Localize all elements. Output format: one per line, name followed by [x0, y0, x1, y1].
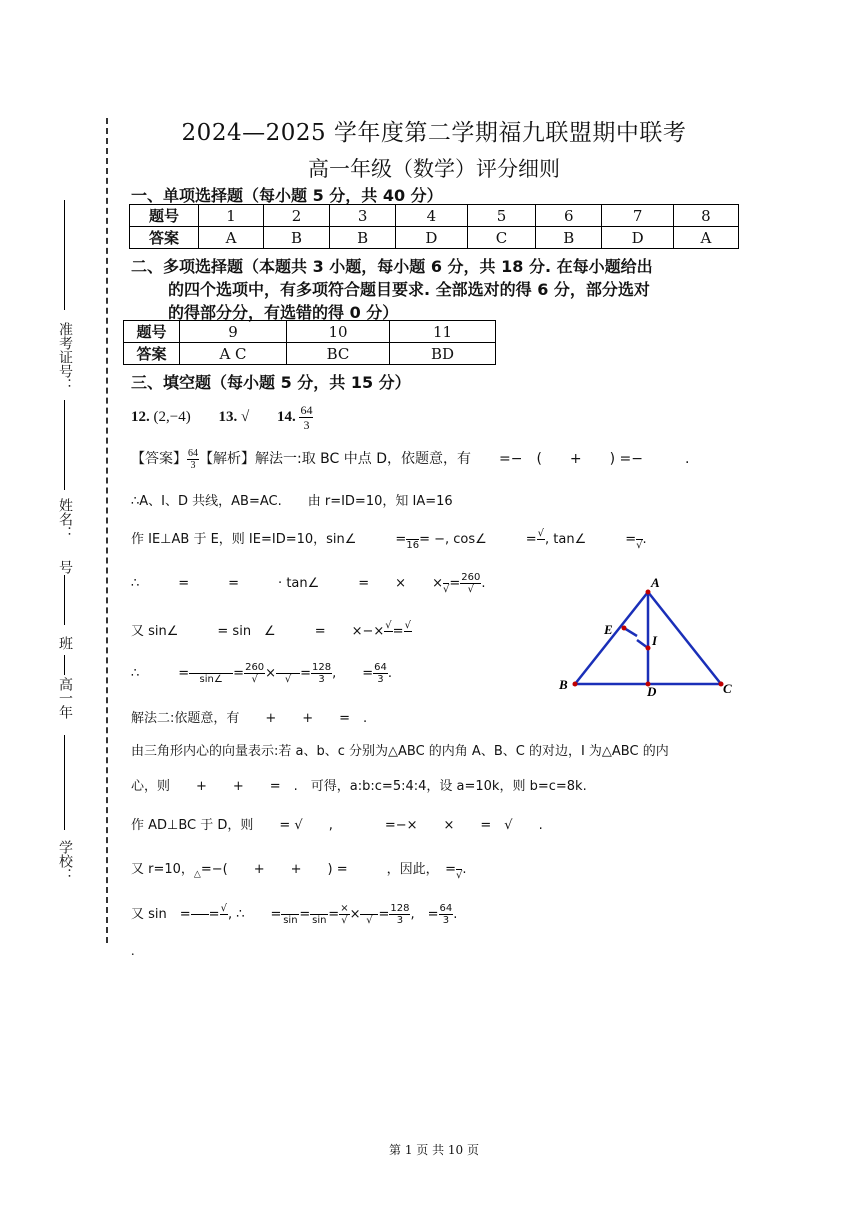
- name-label: 姓名：: [57, 498, 73, 540]
- label-c: C: [723, 681, 732, 696]
- numerator: 128: [311, 662, 332, 673]
- numerator: 64: [188, 448, 198, 460]
- denominator: sin: [312, 915, 327, 926]
- denominator: [537, 540, 545, 551]
- solution-text: 又 r=10，: [131, 862, 194, 877]
- q14-label: 14.: [276, 408, 296, 425]
- solution-text: ∴ =: [131, 666, 190, 681]
- solution-line-12: 又 sin = = √ , ∴ = sin = sin = $\frac{\times}{√}$ × √ = $\frac{128}{3}$ , = $\frac{64}{3}$ .: [131, 903, 458, 926]
- answer-row: [124, 343, 496, 365]
- solution-line-8: 由三角形内心的向量表示:若 a、b、c 分别为△ABC 的内角 A、B、C 的对边，I 为△ABC 的内: [131, 744, 669, 759]
- q14-denominator: 3: [303, 418, 310, 432]
- solution-line-5: [131, 620, 412, 643]
- numerator: [310, 903, 328, 915]
- fraction: [276, 662, 300, 685]
- solution-line-11: 又 r=10，$_\triangle$=−( + + ) = ，因此， = √ .: [131, 858, 467, 881]
- page-footer: 第 1 页 共 10 页: [389, 1143, 479, 1157]
- solution-text: , ∴ =: [227, 907, 282, 922]
- section3-heading: 三、填空题（每小题 5 分，共 15 分）: [131, 373, 411, 392]
- q13-label: 13.: [218, 408, 238, 425]
- sin-fraction: [406, 528, 419, 551]
- answer-cell: BC: [287, 343, 390, 365]
- denominator: [404, 632, 412, 643]
- denominator: √: [251, 674, 258, 685]
- exam-no-label: 准考证号：: [57, 322, 73, 392]
- numerator: 64: [374, 662, 387, 673]
- solution-text: =: [328, 907, 340, 922]
- solution-text: , =: [332, 666, 374, 681]
- answer-tag: 【答案】: [131, 451, 187, 467]
- fraction: [220, 903, 228, 926]
- solution-text: =: [449, 576, 461, 591]
- q13-value: √: [240, 408, 250, 425]
- question-number: 7: [602, 205, 674, 227]
- fraction: [339, 903, 349, 926]
- solution-text: 又 sin =: [131, 907, 191, 922]
- section1-heading: 一、单项选择题（每小题 5 分，共 40 分）: [131, 186, 443, 205]
- question-number: 2: [264, 205, 330, 227]
- grade-label: 高一年: [57, 677, 73, 719]
- fraction: [191, 903, 209, 926]
- cos-fraction: [537, 528, 545, 551]
- question-number: 4: [396, 205, 468, 227]
- fraction: [189, 662, 233, 685]
- denominator: √: [341, 915, 348, 926]
- question-row: [124, 321, 496, 343]
- question-row: [130, 205, 739, 227]
- solution-line-1: [131, 448, 689, 471]
- solution-text: , tan∠ =: [545, 532, 637, 547]
- section2-heading-line1: 二、多项选择题（本题共 3 小题，每小题 6 分，共 18 分. 在每小题给出: [131, 257, 653, 276]
- name-underline: [64, 400, 65, 490]
- solution-text: ×: [349, 907, 361, 922]
- solution-text: =: [378, 907, 390, 922]
- solution-line-13: .: [131, 944, 135, 959]
- solution-text: ∴ = = · tan∠ = × ×: [131, 576, 443, 591]
- numerator: 260: [245, 662, 265, 673]
- denominator: sin: [283, 915, 298, 926]
- solution-text: = −, cos∠ =: [419, 532, 537, 547]
- fraction: [360, 903, 378, 926]
- question-number: 10: [287, 321, 390, 343]
- denominator: [384, 632, 392, 643]
- tan-fraction: [636, 528, 642, 551]
- denominator: √: [636, 540, 643, 551]
- solution-text: , =: [410, 907, 439, 922]
- answer-cell: B: [330, 227, 396, 249]
- q14-numerator: 64: [300, 403, 313, 417]
- question-number: 8: [673, 205, 738, 227]
- solution-line-9: 心，则 + + = . 可得，a:b:c=5:4:4，设 a=10k，则 b=c=8k.: [131, 779, 587, 794]
- denominator: √: [442, 584, 450, 595]
- denominator: √: [455, 870, 463, 881]
- numerator: [276, 662, 300, 674]
- solution-text: =: [299, 907, 311, 922]
- denominator: 3: [318, 674, 325, 685]
- question-header: 题号: [130, 205, 199, 227]
- numerator: √: [385, 620, 392, 631]
- numerator: [191, 903, 209, 915]
- denominator: √: [366, 915, 373, 926]
- point-b: [573, 682, 578, 687]
- numerator: [189, 662, 233, 674]
- answer-row: [130, 227, 739, 249]
- fraction: [389, 903, 410, 926]
- question-number: 1: [199, 205, 264, 227]
- denominator: √: [467, 584, 474, 595]
- numerator: 128: [390, 903, 410, 914]
- solution-text: 【解析】解法一:取 BC 中点 D，依题意，有 =− ( + ) =− .: [199, 451, 690, 467]
- label-d: D: [647, 684, 657, 699]
- solution-line-2: ∴A、I、D 共线，AB=AC. 由 r=ID=10，知 IA=16: [131, 494, 453, 509]
- label-e: E: [604, 622, 613, 637]
- denominator: 3: [377, 674, 384, 685]
- denominator: 3: [190, 460, 196, 472]
- q14-fraction: [299, 403, 313, 432]
- triangle-figure: [555, 572, 745, 702]
- solution-line-10: 作 AD⊥BC 于 D，则 = √ , =−× × = √ .: [131, 818, 543, 833]
- fraction: [244, 662, 265, 685]
- denominator: 3: [442, 915, 450, 926]
- fraction: [384, 620, 392, 643]
- solution-text: =−( + + ) = ，因此， =: [200, 862, 456, 877]
- answer-header: 答案: [130, 227, 199, 249]
- document-title: 2024—2025 学年度第二学期福九联盟期中联考: [181, 120, 687, 146]
- fraction: [311, 662, 332, 685]
- answer-cell: D: [396, 227, 468, 249]
- answer-cell: A: [199, 227, 264, 249]
- triangle-subscript: △: [193, 869, 201, 880]
- answer-cell: BD: [390, 343, 496, 365]
- answer-cell: B: [264, 227, 330, 249]
- question-number: 5: [467, 205, 536, 227]
- numerator: [406, 528, 419, 540]
- q12-label: 12.: [131, 408, 150, 425]
- answer-cell: C: [467, 227, 536, 249]
- solution-line-4: ∴ = = · tan∠ = × × √ = $\frac{260}{√}$ .: [131, 572, 486, 595]
- fraction: [373, 662, 388, 685]
- question-header: 题号: [124, 321, 180, 343]
- numerator: 64: [439, 903, 453, 914]
- solution-text: =: [233, 666, 245, 681]
- numerator: 260: [461, 572, 481, 583]
- school-label: 学校：: [57, 840, 73, 882]
- q12-value: (2,−4): [153, 408, 191, 425]
- fraction: [439, 903, 454, 926]
- numerator: √: [537, 528, 545, 539]
- section2-heading-line2: 的四个选项中，有多项符合题目要求. 全部选对的得 6 分，部分选对: [168, 280, 650, 299]
- label-i: I: [652, 633, 658, 648]
- question-number: 9: [180, 321, 287, 343]
- denominator: √: [284, 674, 292, 685]
- question-number: 11: [390, 321, 496, 343]
- section1-answer-table: [129, 204, 739, 249]
- solution-text: 作 IE⊥AB 于 E，则 IE=ID=10，sin∠ =: [131, 532, 407, 547]
- solution-line-6: ∴ = sin∠ = $\frac{260}{√}$ × √ = $\frac{128}{3}$ , = $\frac{64}{3}$ .: [131, 662, 392, 685]
- fraction: [310, 903, 328, 926]
- denominator: sin∠: [199, 674, 223, 685]
- number-label: 号: [57, 560, 73, 574]
- numerator: √: [220, 903, 227, 914]
- denominator: [220, 915, 228, 926]
- solution-text: ×: [265, 666, 277, 681]
- numerator: √: [404, 620, 411, 631]
- denominator: 16: [406, 540, 420, 551]
- binding-dashed-line: [106, 118, 108, 943]
- fraction: [456, 858, 462, 881]
- point-i: [646, 646, 651, 651]
- numerator: [636, 528, 642, 540]
- solution-text: =: [208, 907, 220, 922]
- answer-header: 答案: [124, 343, 180, 365]
- section2-answer-table: [123, 320, 496, 365]
- number-underline: [64, 575, 65, 625]
- point-e: [622, 626, 627, 631]
- answer-cell: D: [602, 227, 674, 249]
- numerator: [360, 903, 378, 915]
- class-label: 班: [57, 636, 73, 650]
- answer-fraction: [187, 448, 199, 471]
- question-number: 6: [536, 205, 602, 227]
- label-b: B: [559, 677, 568, 692]
- numerator: ×: [340, 903, 349, 914]
- denominator: 3: [396, 915, 404, 926]
- answer-cell: B: [536, 227, 602, 249]
- numerator: [456, 858, 462, 870]
- section2-heading-line3: 的得部分分，有选错的得 0 分）: [168, 303, 399, 322]
- numerator: [281, 903, 299, 915]
- denominator: [191, 915, 209, 926]
- solution-text: 又 sin∠ = sin ∠ = ×−×: [131, 624, 385, 639]
- fraction: [460, 572, 481, 595]
- document-subtitle: 高一年级（数学）评分细则: [308, 157, 560, 181]
- point-a: [646, 590, 651, 595]
- label-a: A: [651, 575, 660, 590]
- fraction: [404, 620, 412, 643]
- fill-blank-answers: [131, 403, 313, 432]
- solution-text: =: [392, 624, 404, 639]
- solution-text: =: [300, 666, 311, 681]
- school-underline: [64, 735, 65, 830]
- exam-no-underline: [64, 200, 65, 310]
- answer-cell: A C: [180, 343, 287, 365]
- class-underline: [64, 655, 65, 675]
- solution-line-7: 解法二:依题意，有 + + = .: [131, 711, 368, 726]
- answer-cell: A: [673, 227, 738, 249]
- fraction: [281, 903, 299, 926]
- solution-line-3: 作 IE⊥AB 于 E，则 IE=ID=10，sin∠ = 16 = −, cos∠ = √ , tan∠ = √ .: [131, 528, 647, 551]
- question-number: 3: [330, 205, 396, 227]
